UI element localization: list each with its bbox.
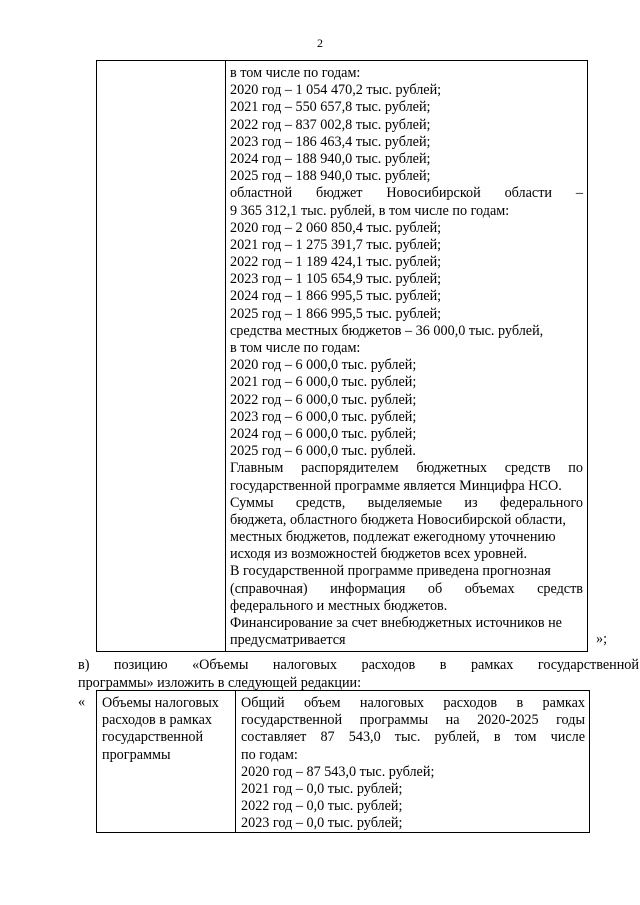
position-name-line: расходов в рамках <box>102 712 212 729</box>
tax-expenditure-line: по годам: <box>241 746 298 763</box>
tax-expenditure-line: 2023 год – 0,0 тыс. рублей; <box>241 815 403 832</box>
tax-expenditure-line: 2021 год – 0,0 тыс. рублей; <box>241 780 403 797</box>
budget-text-line: 2025 год – 1 866 995,5 тыс. рублей; <box>230 305 442 322</box>
budget-text-line: 2024 год – 1 866 995,5 тыс. рублей; <box>230 288 442 305</box>
tax-expenditure-table <box>96 690 590 833</box>
budget-text-line: областной бюджет Новосибирской области – <box>230 185 583 202</box>
budget-text-line: 2020 год – 6 000,0 тыс. рублей; <box>230 357 417 374</box>
table-bottom-border <box>96 832 590 833</box>
paragraph-line: программы» изложить в следующей редакции: <box>78 674 362 691</box>
budget-text-line: Финансирование за счет внебюджетных источников не <box>230 615 562 631</box>
position-value-cell <box>241 695 585 833</box>
budget-text-line: 9 365 312,1 тыс. рублей, в том числе по годам: <box>230 202 510 219</box>
budget-text-line: Главным распорядителем бюджетных средств по <box>230 460 583 477</box>
paragraph-line: в) позицию «Объемы налоговых расходов в рамках государственной <box>78 657 639 673</box>
tax-expenditure-line: 2022 год – 0,0 тыс. рублей; <box>241 798 403 815</box>
budget-table-continued <box>96 60 588 652</box>
amendment-paragraph <box>78 657 639 692</box>
budget-text-line: 2020 год – 2 060 850,4 тыс. рублей; <box>230 219 442 236</box>
budget-text-line: федерального и местных бюджетов. <box>230 597 448 614</box>
position-name-cell <box>102 695 230 764</box>
position-name-line: Объемы налоговых <box>102 695 219 711</box>
budget-text-line: бюджета, областного бюджета Новосибирской области, <box>230 511 566 528</box>
budget-text-line: 2022 год – 837 002,8 тыс. рублей; <box>230 116 431 133</box>
budget-text-line: 2025 год – 188 940,0 тыс. рублей; <box>230 168 431 185</box>
budget-text-line: 2022 год – 1 189 424,1 тыс. рублей; <box>230 254 442 271</box>
budget-text-line: местных бюджетов, подлежат ежегодному уточнению <box>230 529 556 546</box>
budget-text-line: государственной программе является Минцифра НСО. <box>230 477 562 494</box>
budget-text-line: Суммы средств, выделяемые из федерального <box>230 494 583 511</box>
budget-text-line: (справочная) информация об объемах средств <box>230 580 583 597</box>
budget-text-line: 2021 год – 550 657,8 тыс. рублей; <box>230 99 431 116</box>
budget-text-line: 2025 год – 6 000,0 тыс. рублей. <box>230 443 416 460</box>
tax-expenditure-line: государственной программы на 2020-2025 годы <box>241 712 585 729</box>
position-name-line: программы <box>102 746 171 763</box>
opening-quote: « <box>78 694 86 710</box>
budget-text-line: 2024 год – 6 000,0 тыс. рублей; <box>230 425 417 442</box>
budget-text-line: 2023 год – 186 463,4 тыс. рублей; <box>230 133 431 150</box>
column-divider <box>225 61 226 651</box>
tax-expenditure-line: Общий объем налоговых расходов в рамках <box>241 695 585 711</box>
tax-expenditure-line: 2020 год – 87 543,0 тыс. рублей; <box>241 763 435 780</box>
budget-text-line: 2024 год – 188 940,0 тыс. рублей; <box>230 150 431 167</box>
budget-text-line: средства местных бюджетов – 36 000,0 тыс. рублей, <box>230 322 544 339</box>
position-name-line: государственной <box>102 729 204 746</box>
tax-expenditure-line: составляет 87 543,0 тыс. рублей, в том числе <box>241 729 585 746</box>
budget-text-line: предусматривается <box>230 632 346 649</box>
budget-text-line: 2023 год – 1 105 654,9 тыс. рублей; <box>230 271 442 288</box>
budget-text-line: 2021 год – 1 275 391,7 тыс. рублей; <box>230 236 442 253</box>
budget-text-line: 2020 год – 1 054 470,2 тыс. рублей; <box>230 82 442 99</box>
budget-text-line: в том числе по годам: <box>230 65 361 81</box>
budget-text-line: исходя из возможностей бюджетов всех уровней. <box>230 546 527 563</box>
budget-text-line: В государственной программе приведена прогнозная <box>230 563 551 580</box>
budget-text-line: 2022 год – 6 000,0 тыс. рублей; <box>230 391 417 408</box>
closing-quote: »; <box>596 631 608 647</box>
column-divider <box>235 691 236 833</box>
budget-text-line: 2023 год – 6 000,0 тыс. рублей; <box>230 408 417 425</box>
page-number: 2 <box>317 36 323 50</box>
budget-details-cell <box>230 65 583 649</box>
budget-text-line: в том числе по годам: <box>230 340 361 356</box>
budget-text-line: 2021 год – 6 000,0 тыс. рублей; <box>230 374 417 391</box>
